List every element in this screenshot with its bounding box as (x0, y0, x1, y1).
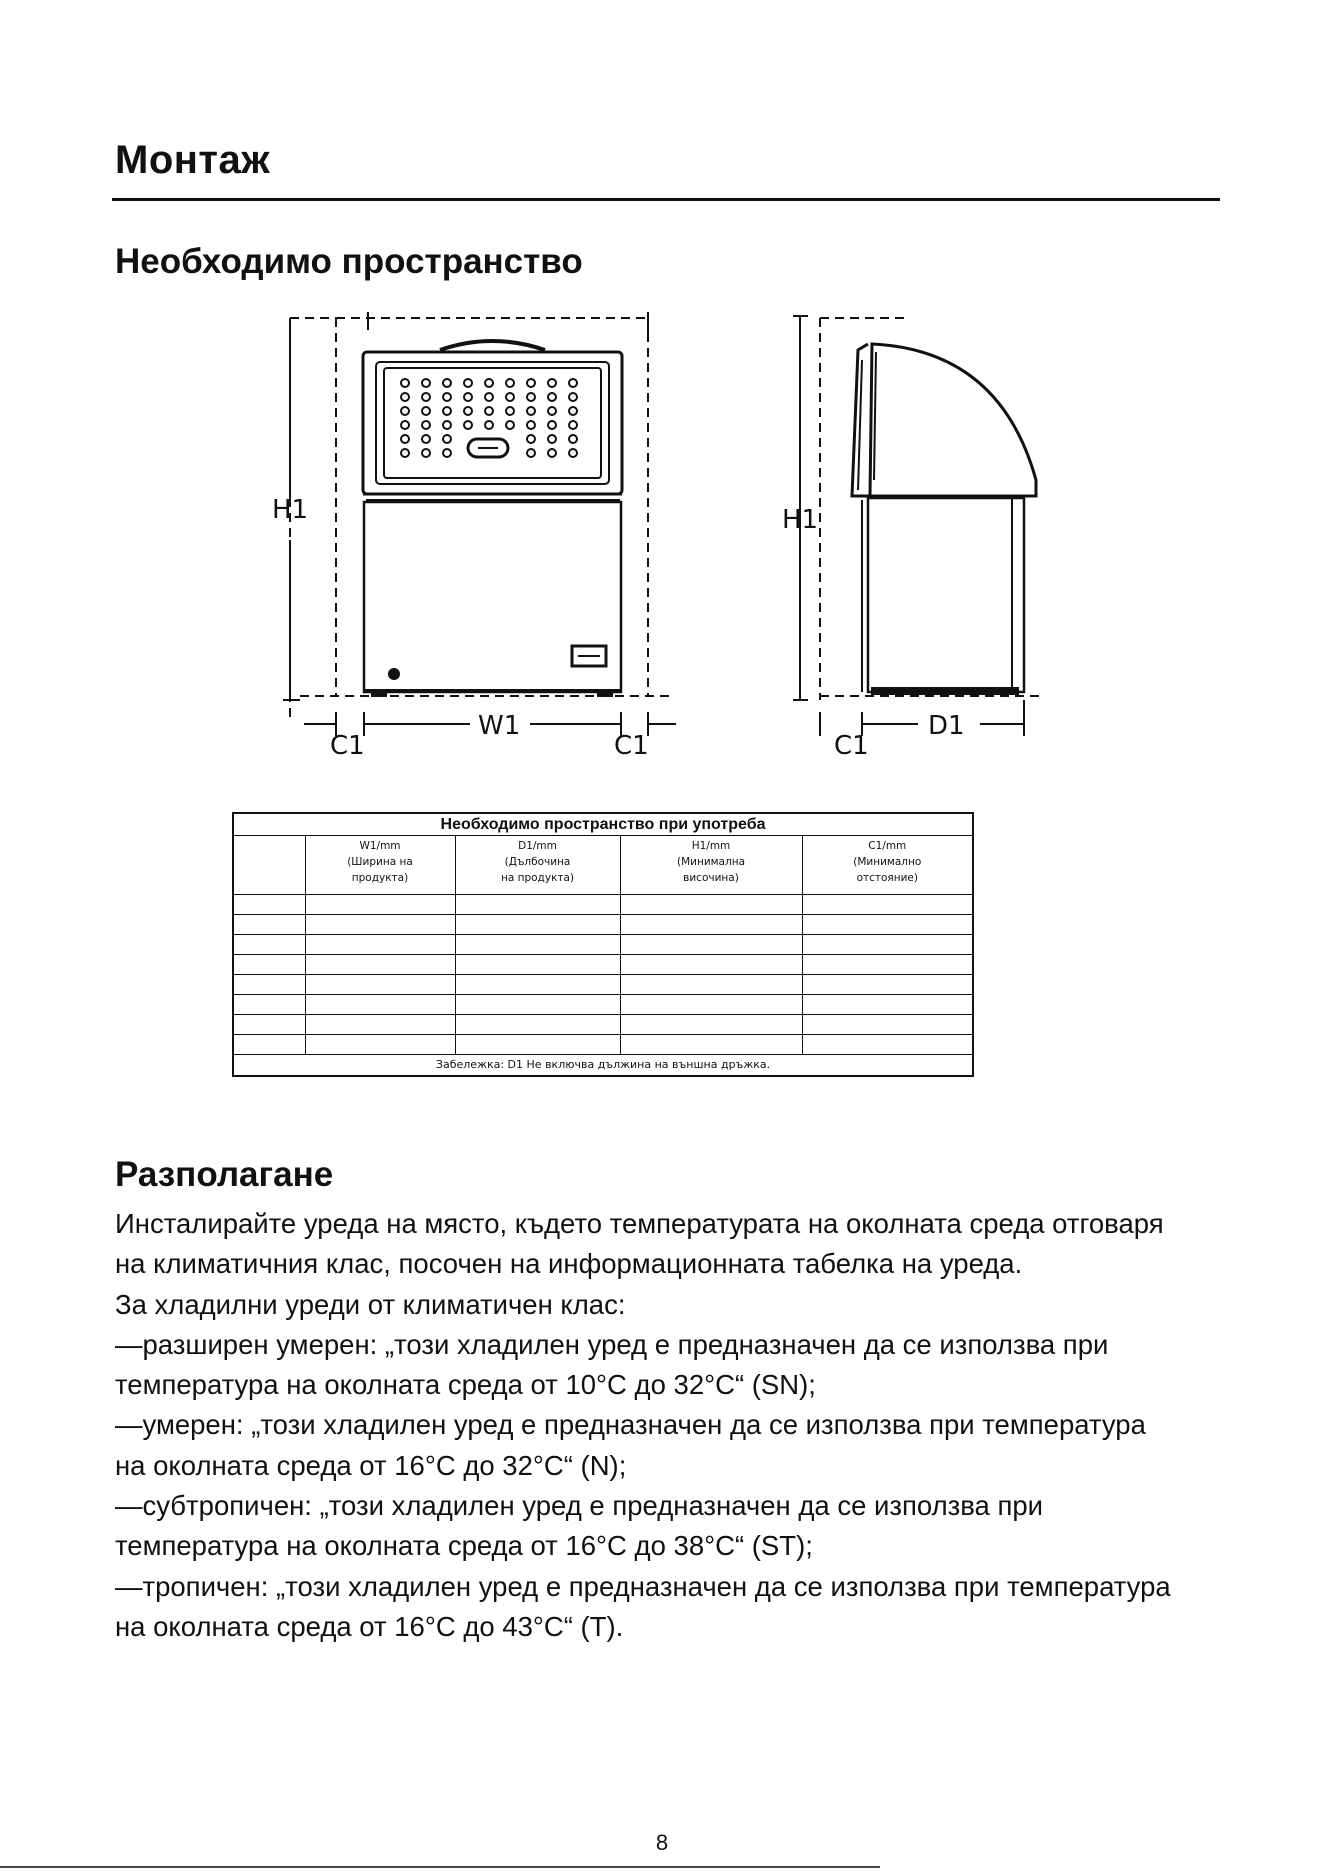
table-header-c1: C1/mm (Минимално отстояние) (802, 836, 973, 895)
c1-side-label: C1 (834, 731, 869, 761)
table-row (233, 1035, 973, 1055)
section-heading-space: Необходимо пространство (115, 242, 583, 281)
table-cell (620, 935, 802, 955)
table-header-w1: W1/mm (Ширина на продукта) (305, 836, 455, 895)
lock-icon (389, 669, 399, 679)
table-cell (620, 1035, 802, 1055)
freezer-dimension-figure (0, 0, 1324, 780)
table-cell (305, 975, 455, 995)
c1-right-label: C1 (614, 731, 649, 761)
h1-side-label: H1 (782, 505, 819, 535)
table-cell (455, 1015, 620, 1035)
table-cell (305, 1015, 455, 1035)
table-note: Забележка: D1 Не включва дължина на външна дръжка. (233, 1055, 973, 1077)
table-row (233, 955, 973, 975)
c1-left-label: C1 (330, 731, 365, 761)
table-cell (802, 935, 973, 955)
table-cell (802, 1015, 973, 1035)
paragraph: —умерен: „този хладилен уред е предназначен да се използва при температура на околната среда от 16°C до 32°C“ (N); (115, 1409, 1146, 1481)
table-row (233, 915, 973, 935)
table-cell (305, 895, 455, 915)
d1-label: D1 (928, 711, 965, 741)
table-cell (455, 955, 620, 975)
front-view-illustration (283, 312, 672, 720)
table-cell (620, 995, 802, 1015)
table-cell (455, 935, 620, 955)
table-cell (620, 895, 802, 915)
table-cell (455, 975, 620, 995)
table-cell (305, 935, 455, 955)
table-header-d1: D1/mm (Дълбочина на продукта) (455, 836, 620, 895)
table-cell (802, 895, 973, 915)
table-cell (233, 955, 305, 975)
table-cell (233, 915, 305, 935)
paragraph: —разширен умерен: „този хладилен уред е предназначен да се използва при температура на околната среда от 10°C до 32°C“ (SN); (115, 1328, 1109, 1401)
paragraph: За хладилни уреди от климатичен клас: (115, 1288, 626, 1320)
page-number: 8 (655, 1830, 669, 1855)
table-row (233, 895, 973, 915)
side-view-illustration (793, 316, 1040, 700)
table-cell (620, 955, 802, 975)
table-cell (233, 895, 305, 915)
table-cell (620, 915, 802, 935)
table-header-h1: H1/mm (Минимална височина) (620, 836, 802, 895)
table-cell (305, 955, 455, 975)
table-cell (233, 1015, 305, 1035)
section-heading-placement: Разполагане (115, 1155, 334, 1194)
table-cell (233, 995, 305, 1015)
table-header-blank (233, 836, 305, 895)
table-header-row (233, 836, 973, 895)
table-cell (455, 995, 620, 1015)
table-cell (305, 1035, 455, 1055)
table-cell (305, 915, 455, 935)
table-row (233, 995, 973, 1015)
table-cell (305, 995, 455, 1015)
placement-text (115, 1204, 1175, 1647)
table-cell (233, 935, 305, 955)
table-row (233, 935, 973, 955)
table-caption: Необходимо пространство при употреба (233, 813, 973, 836)
table-cell (620, 1015, 802, 1035)
table-row (233, 1015, 973, 1035)
table-cell (233, 1035, 305, 1055)
table-cell (455, 915, 620, 935)
table-cell (455, 1035, 620, 1055)
footer-divider (0, 1866, 880, 1868)
table-row (233, 975, 973, 995)
lid-vent-pattern (401, 379, 577, 457)
table-cell (802, 995, 973, 1015)
page-title: Монтаж (115, 138, 271, 182)
table-cell (620, 975, 802, 995)
table-cell (802, 975, 973, 995)
table-cell (233, 975, 305, 995)
h1-front-label: H1 (272, 495, 309, 525)
space-requirements-table (232, 812, 974, 1077)
w1-label: W1 (478, 711, 521, 741)
table-cell (802, 955, 973, 975)
table-cell (802, 1035, 973, 1055)
paragraph: —субтропичен: „този хладилен уред е предназначен да се използва при температура на околната среда от 16°C до 38°C“ (ST); (115, 1490, 1044, 1562)
paragraph: Инсталирайте уреда на място, където температурата на околната среда отговаря на климатичния клас, посочен на информационната табелка на уреда. (115, 1208, 1164, 1280)
table-cell (455, 895, 620, 915)
paragraph: —тропичен: „този хладилен уред е предназначен да се използва при температура на околната среда от 16°C до 43°C“ (T). (115, 1570, 1171, 1642)
table-cell (802, 915, 973, 935)
